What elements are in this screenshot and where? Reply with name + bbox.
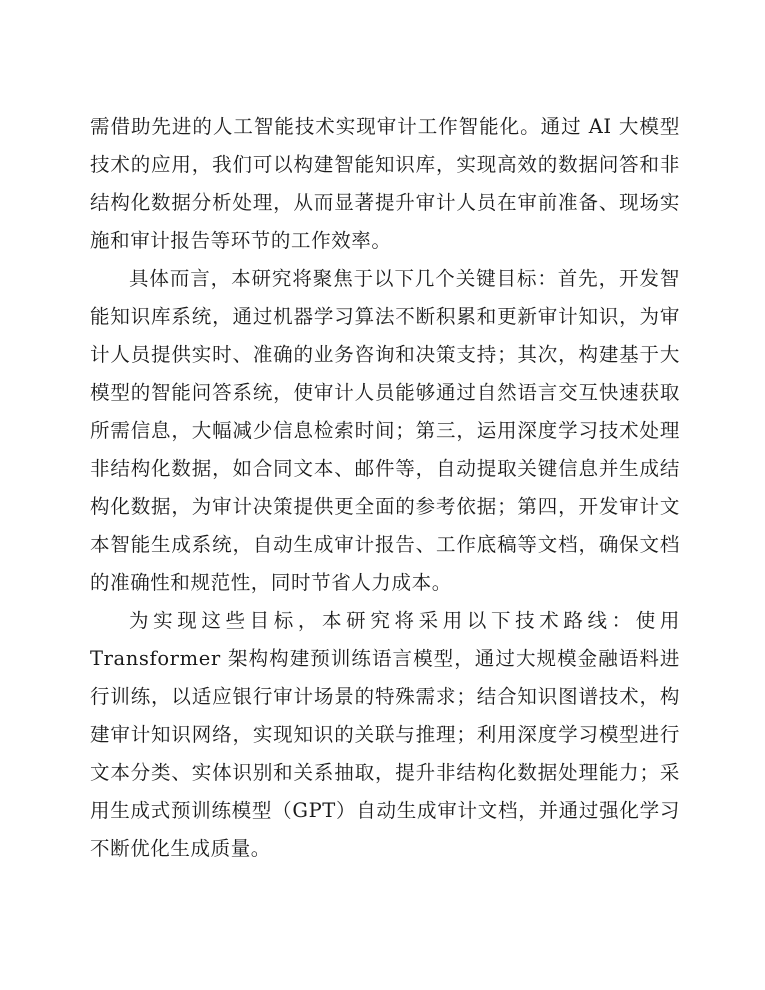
paragraph-continuation: 需借助先进的人工智能技术实现审计工作智能化。通过 AI 大模型技术的应用，我们可以构建智能知识库，实现高效的数据问答和非结构化数据分析处理，从而显著提升审计人员在审前准备、现场实施和审计报告等环节的工作效率。 [90, 115, 680, 252]
paragraph-objectives: 具体而言，本研究将聚焦于以下几个关键目标：首先，开发智能知识库系统，通过机器学习算法不断积累和更新审计知识，为审计人员提供实时、准确的业务咨询和决策支持；其次，构建基于大模型的智能问答系统，使审计人员能够通过自然语言交互快速获取所需信息，大幅减少信息检索时间；第三，运用深度学习技术处理非结构化数据，如合同文本、邮件等，自动提取关键信息并生成结构化数据，为审计决策提供更全面的参考依据；第四，开发审计文本智能生成系统，自动生成审计报告、工作底稿等文档，确保文档的准确性和规范性，同时节省人力成本。 [90, 267, 680, 594]
paragraph-technical-route: 为实现这些目标，本研究将采用以下技术路线：使用 Transformer 架构构建预训练语言模型，通过大规模金融语料进行训练，以适应银行审计场景的特殊需求；结合知识图谱技术，构建审计知识网络，实现知识的关联与推理；利用深度学习模型进行文本分类、实体识别和关系抽取，提升非结构化数据处理能力；采用生成式预训练模型（GPT）自动生成审计文档，并通过强化学习不断优化生成质量。 [90, 609, 680, 860]
document-body [90, 108, 680, 868]
